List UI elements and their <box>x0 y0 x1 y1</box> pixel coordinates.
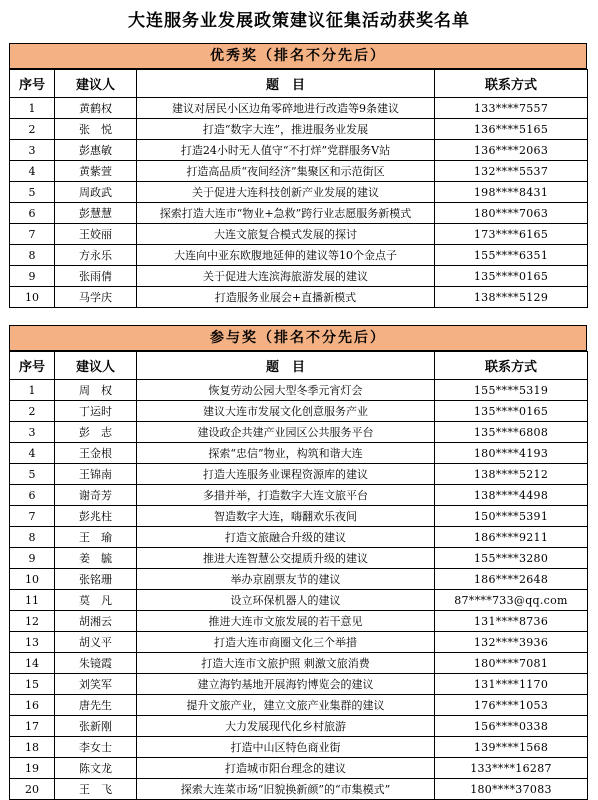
cell-proposer: 姜 毓 <box>55 548 137 569</box>
table-body <box>10 98 588 308</box>
header-topic: 题 目 <box>137 352 435 380</box>
cell-contact: 150****5391 <box>435 506 588 527</box>
header-number: 序号 <box>10 352 55 380</box>
table-row <box>10 527 588 548</box>
table-row <box>10 569 588 590</box>
cell-topic: 打造24小时无人值守“不打烊”党群服务V站 <box>137 140 435 161</box>
cell-number: 8 <box>10 245 55 266</box>
cell-contact: 136****2063 <box>435 140 588 161</box>
cell-contact: 180****37083 <box>435 779 588 800</box>
cell-proposer: 彭慧慧 <box>55 203 137 224</box>
cell-number: 6 <box>10 203 55 224</box>
cell-proposer: 唐先生 <box>55 695 137 716</box>
table-row <box>10 653 588 674</box>
table-row <box>10 287 588 308</box>
table-row <box>10 758 588 779</box>
cell-number: 9 <box>10 548 55 569</box>
cell-proposer: 朱镜霞 <box>55 653 137 674</box>
table-row <box>10 203 588 224</box>
cell-contact: 176****1053 <box>435 695 588 716</box>
cell-contact: 135****0165 <box>435 401 588 422</box>
cell-topic: 探索打造大连市“物业+急救”跨行业志愿服务新模式 <box>137 203 435 224</box>
cell-topic: 打造中山区特色商业街 <box>137 737 435 758</box>
cell-proposer: 陈文龙 <box>55 758 137 779</box>
section-banner: 参与奖（排名不分先后） <box>9 325 587 351</box>
table-row <box>10 266 588 287</box>
cell-topic: 建议大连市发展文化创意服务产业 <box>137 401 435 422</box>
table-row <box>10 611 588 632</box>
section-banner: 优秀奖（排名不分先后） <box>9 43 587 69</box>
cell-topic: 大连文旅复合模式发展的探讨 <box>137 224 435 245</box>
cell-proposer: 莫 凡 <box>55 590 137 611</box>
cell-number: 17 <box>10 716 55 737</box>
table-row <box>10 245 588 266</box>
cell-proposer: 刘笑军 <box>55 674 137 695</box>
participation-award-section <box>9 325 587 800</box>
cell-contact: 138****5129 <box>435 287 588 308</box>
cell-number: 11 <box>10 590 55 611</box>
table-row <box>10 401 588 422</box>
cell-number: 10 <box>10 569 55 590</box>
cell-proposer: 彭兆柱 <box>55 506 137 527</box>
cell-number: 1 <box>10 380 55 401</box>
cell-contact: 155****6351 <box>435 245 588 266</box>
cell-number: 3 <box>10 140 55 161</box>
cell-proposer: 王锦南 <box>55 464 137 485</box>
cell-proposer: 谢奇芳 <box>55 485 137 506</box>
cell-contact: 180****7063 <box>435 203 588 224</box>
cell-topic: 推进大连市文旅发展的若干意见 <box>137 611 435 632</box>
cell-contact: 156****0338 <box>435 716 588 737</box>
cell-contact: 133****7557 <box>435 98 588 119</box>
cell-topic: 建立海钓基地开展海钓博览会的建议 <box>137 674 435 695</box>
award-table <box>9 351 588 800</box>
cell-contact: 133****16287 <box>435 758 588 779</box>
cell-number: 2 <box>10 401 55 422</box>
cell-topic: 打造高品质“夜间经济”集聚区和示范街区 <box>137 161 435 182</box>
cell-topic: 打造“数字大连”，推进服务业发展 <box>137 119 435 140</box>
cell-contact: 138****4498 <box>435 485 588 506</box>
cell-contact: 132****3936 <box>435 632 588 653</box>
table-header-row <box>10 70 588 98</box>
cell-contact: 87****733@qq.com <box>435 590 588 611</box>
cell-topic: 打造大连市文旅护照 刺激文旅消费 <box>137 653 435 674</box>
cell-topic: 大连向中亚东欧腹地延伸的建议等10个金点子 <box>137 245 435 266</box>
cell-topic: 打造大连市商圈文化三个举措 <box>137 632 435 653</box>
cell-contact: 173****6165 <box>435 224 588 245</box>
cell-proposer: 黄鹤权 <box>55 98 137 119</box>
table-row <box>10 98 588 119</box>
cell-number: 7 <box>10 224 55 245</box>
cell-topic: 关于促进大连滨海旅游发展的建议 <box>137 266 435 287</box>
header-topic: 题 目 <box>137 70 435 98</box>
table-row <box>10 695 588 716</box>
table-row <box>10 443 588 464</box>
cell-proposer: 李女士 <box>55 737 137 758</box>
cell-topic: 智造数字大连，嗨翻欢乐夜间 <box>137 506 435 527</box>
cell-topic: 探索大连菜市场“旧貌换新颜”的“市集模式” <box>137 779 435 800</box>
table-row <box>10 716 588 737</box>
cell-number: 8 <box>10 527 55 548</box>
cell-topic: 打造城市阳台理念的建议 <box>137 758 435 779</box>
cell-number: 4 <box>10 443 55 464</box>
cell-topic: 大力发展现代化乡村旅游 <box>137 716 435 737</box>
cell-proposer: 周 权 <box>55 380 137 401</box>
cell-contact: 186****9211 <box>435 527 588 548</box>
cell-proposer: 张 悦 <box>55 119 137 140</box>
header-number: 序号 <box>10 70 55 98</box>
table-row <box>10 119 588 140</box>
cell-number: 1 <box>10 98 55 119</box>
cell-number: 5 <box>10 464 55 485</box>
cell-proposer: 王姣丽 <box>55 224 137 245</box>
cell-number: 19 <box>10 758 55 779</box>
cell-proposer: 张铭珊 <box>55 569 137 590</box>
cell-contact: 155****5319 <box>435 380 588 401</box>
cell-number: 7 <box>10 506 55 527</box>
header-contact: 联系方式 <box>435 352 588 380</box>
cell-topic: 恢复劳动公园大型冬季元宵灯会 <box>137 380 435 401</box>
table-row <box>10 140 588 161</box>
cell-number: 14 <box>10 653 55 674</box>
cell-topic: 打造文旅融合升级的建议 <box>137 527 435 548</box>
cell-number: 18 <box>10 737 55 758</box>
cell-proposer: 张新刚 <box>55 716 137 737</box>
table-row <box>10 161 588 182</box>
cell-proposer: 彭 志 <box>55 422 137 443</box>
cell-contact: 131****1170 <box>435 674 588 695</box>
cell-topic: 探索“忠信”物业，构筑和谐大连 <box>137 443 435 464</box>
table-row <box>10 779 588 800</box>
cell-contact: 131****8736 <box>435 611 588 632</box>
cell-number: 16 <box>10 695 55 716</box>
cell-proposer: 胡湘云 <box>55 611 137 632</box>
table-row <box>10 548 588 569</box>
excellence-award-section <box>9 43 587 308</box>
cell-topic: 关于促进大连科技创新产业发展的建议 <box>137 182 435 203</box>
cell-proposer: 周政武 <box>55 182 137 203</box>
cell-topic: 建议对居民小区边角零碎地进行改造等9条建议 <box>137 98 435 119</box>
cell-number: 2 <box>10 119 55 140</box>
cell-number: 10 <box>10 287 55 308</box>
cell-contact: 180****7081 <box>435 653 588 674</box>
cell-topic: 打造服务业展会+直播新模式 <box>137 287 435 308</box>
cell-proposer: 黄紫萱 <box>55 161 137 182</box>
cell-number: 9 <box>10 266 55 287</box>
cell-number: 4 <box>10 161 55 182</box>
header-contact: 联系方式 <box>435 70 588 98</box>
cell-topic: 推进大连智慧公交提质升级的建议 <box>137 548 435 569</box>
cell-contact: 138****5212 <box>435 464 588 485</box>
cell-contact: 198****8431 <box>435 182 588 203</box>
cell-proposer: 张雨倩 <box>55 266 137 287</box>
cell-contact: 135****6808 <box>435 422 588 443</box>
document-title: 大连服务业发展政策建议征集活动获奖名单 <box>128 11 470 31</box>
cell-number: 12 <box>10 611 55 632</box>
table-row <box>10 380 588 401</box>
table-header-row <box>10 352 588 380</box>
cell-number: 3 <box>10 422 55 443</box>
cell-contact: 132****5537 <box>435 161 588 182</box>
cell-number: 6 <box>10 485 55 506</box>
cell-proposer: 王金根 <box>55 443 137 464</box>
table-row <box>10 464 588 485</box>
cell-contact: 135****0165 <box>435 266 588 287</box>
table-body <box>10 380 588 800</box>
cell-topic: 设立环保机器人的建议 <box>137 590 435 611</box>
header-proposer: 建议人 <box>55 70 137 98</box>
header-proposer: 建议人 <box>55 352 137 380</box>
cell-number: 13 <box>10 632 55 653</box>
cell-proposer: 彭惠敏 <box>55 140 137 161</box>
table-row <box>10 674 588 695</box>
award-table <box>9 69 588 308</box>
table-row <box>10 506 588 527</box>
table-row <box>10 632 588 653</box>
cell-topic: 提升文旅产业，建立文旅产业集群的建议 <box>137 695 435 716</box>
table-row <box>10 182 588 203</box>
cell-proposer: 马学庆 <box>55 287 137 308</box>
cell-number: 15 <box>10 674 55 695</box>
cell-topic: 多措并举，打造数字大连文旅平台 <box>137 485 435 506</box>
cell-contact: 155****3280 <box>435 548 588 569</box>
cell-proposer: 胡义平 <box>55 632 137 653</box>
cell-proposer: 王 飞 <box>55 779 137 800</box>
table-row <box>10 485 588 506</box>
cell-contact: 139****1568 <box>435 737 588 758</box>
cell-topic: 举办京剧票友节的建议 <box>137 569 435 590</box>
table-row <box>10 737 588 758</box>
table-row <box>10 224 588 245</box>
table-row <box>10 590 588 611</box>
cell-number: 20 <box>10 779 55 800</box>
table-row <box>10 422 588 443</box>
cell-proposer: 方永乐 <box>55 245 137 266</box>
cell-topic: 打造大连服务业课程资源库的建议 <box>137 464 435 485</box>
cell-contact: 186****2648 <box>435 569 588 590</box>
cell-contact: 180****4193 <box>435 443 588 464</box>
cell-contact: 136****5165 <box>435 119 588 140</box>
cell-topic: 建设政企共建产业园区公共服务平台 <box>137 422 435 443</box>
cell-number: 5 <box>10 182 55 203</box>
cell-proposer: 丁运时 <box>55 401 137 422</box>
cell-proposer: 王 瑜 <box>55 527 137 548</box>
